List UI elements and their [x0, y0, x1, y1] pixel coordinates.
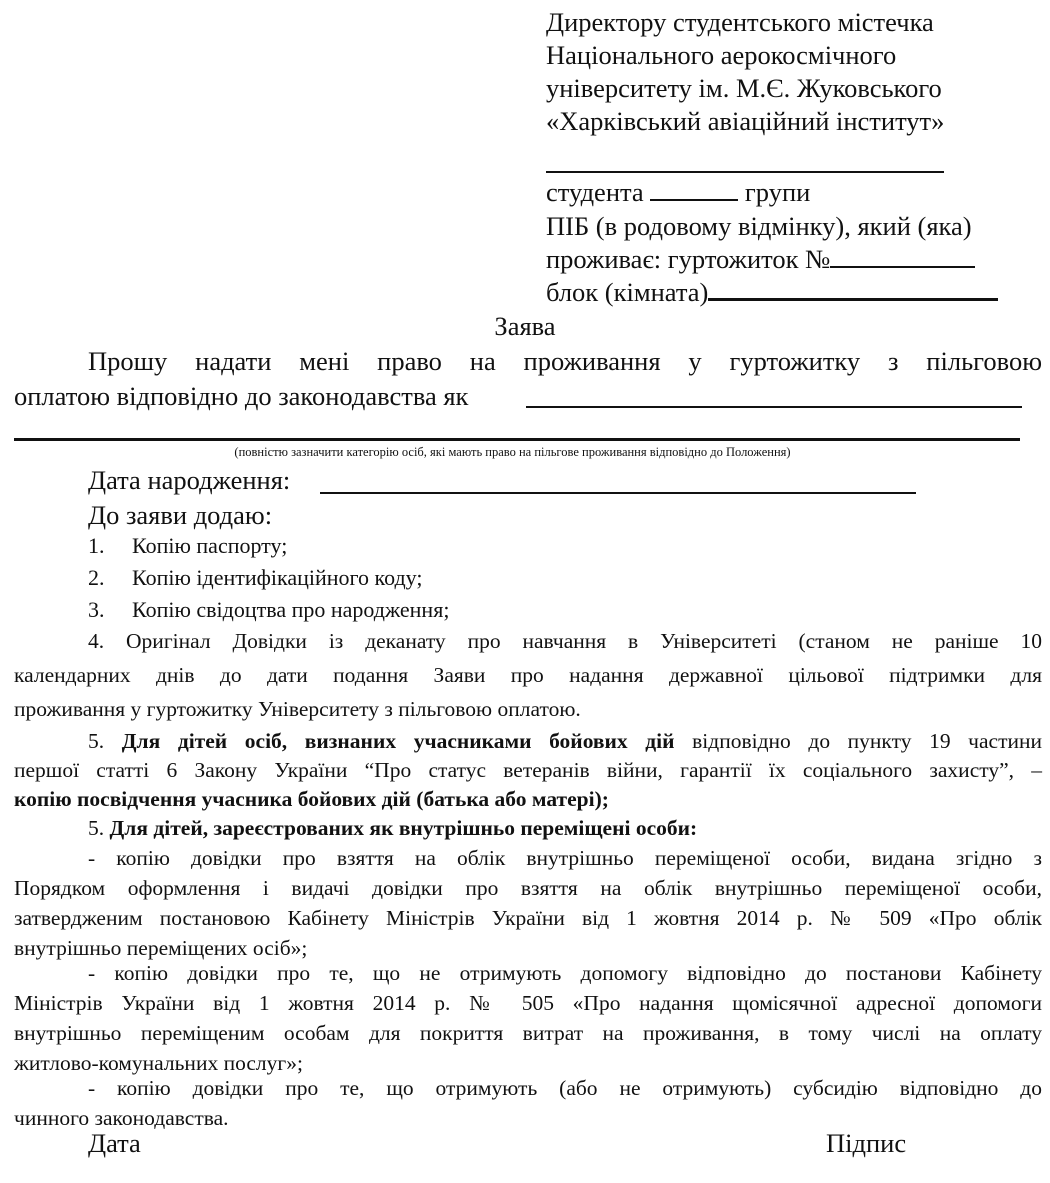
applicant-name-blank[interactable]	[546, 171, 944, 173]
birth-date-blank[interactable]	[320, 492, 916, 494]
signature-label: Підпис	[826, 1128, 907, 1158]
attachment-number: 1.	[88, 533, 105, 558]
attachment-text: Копію ідентифікаційного коду;	[132, 565, 423, 590]
sub-item-line: чинного законодавства.	[14, 1106, 229, 1130]
document-title: Заява	[494, 311, 556, 341]
idp-sub-item-1	[14, 843, 1042, 963]
benefit-category-blank-2[interactable]	[14, 438, 1020, 441]
item5a-line-2: першої статті 6 Закону України “Про статус ветеранів війни, гарантії їх соціального захисту”, –	[14, 758, 1042, 782]
benefit-category-blank[interactable]	[526, 406, 1022, 408]
date-label: Дата	[88, 1128, 141, 1158]
attachment-item-4	[14, 624, 1042, 726]
addressee-line: Національного аерокосмічного	[546, 40, 897, 70]
idp-sub-item-3	[14, 1073, 1042, 1133]
request-line-2	[14, 379, 468, 413]
benefit-category-hint: (повністю зазначити категорію осіб, які мають право на пільгове проживання відповідно до Положення)	[234, 445, 791, 459]
request-line-1: Прошу надати мені право на проживання у гуртожитку з пільговою	[88, 346, 1042, 376]
sub-item-line: внутрішньо переміщеним особам для покриття витрат на проживання, в тому числі на оплату	[14, 1021, 1042, 1045]
request-line-2-text: оплатою відповідно до законодавства як	[14, 381, 469, 411]
item5a-line-3: копію посвідчення учасника бойових дій (батька або матері);	[14, 787, 609, 811]
item4-line: проживання у гуртожитку Університету з пільговою оплатою.	[14, 697, 581, 721]
sub-item-line: Міністрів України від 1 жовтня 2014 р. № 505 «Про надання щомісячної адресної допомоги	[14, 991, 1042, 1015]
dorm-line	[546, 243, 975, 276]
attachments-label: До заяви додаю:	[88, 500, 273, 530]
sub-item-line: затвердженим постановою Кабінету Міністрів України від 1 жовтня 2014 р. № 509 «Про облік	[14, 906, 1042, 930]
item5b-heading	[14, 814, 1042, 843]
attachment-number: 3.	[88, 597, 105, 622]
item5a-line-1	[14, 727, 1042, 756]
block-line	[546, 276, 998, 309]
name-case-line: ПІБ (в родовому відмінку), який (яка)	[546, 211, 972, 241]
attachment-item	[88, 594, 449, 626]
dorm-label: проживає: гуртожиток №	[546, 244, 831, 274]
sub-item-line: - копію довідки про взяття на облік внутрішньо переміщеної особи, видана згідно з	[88, 846, 1042, 870]
group-label: групи	[744, 177, 811, 207]
birth-date-label: Дата народження:	[88, 465, 291, 495]
addressee-line: Директору студентського містечка	[546, 7, 934, 37]
block-label: блок (кімната)	[546, 277, 709, 307]
attachment-number: 2.	[88, 565, 105, 590]
item5a-rest: відповідно до пункту 19 частини	[692, 729, 1042, 753]
student-group-line	[546, 176, 810, 209]
sub-item-line: житлово-комунальних послуг»;	[14, 1051, 303, 1075]
group-number-blank[interactable]	[650, 198, 738, 201]
idp-sub-item-2	[14, 958, 1042, 1078]
sub-item-line: Порядком оформлення і видачі довідки про взяття на облік внутрішньо переміщеної особи,	[14, 876, 1042, 900]
addressee-line: «Харківський авіаційний інститут»	[546, 106, 945, 136]
attachment-text: Копію свідоцтва про народження;	[132, 597, 450, 622]
room-number-blank[interactable]	[708, 297, 998, 301]
item5a-number: 5.	[88, 729, 105, 753]
attachment-item-5-combat	[14, 727, 1042, 814]
attachment-item	[88, 530, 287, 562]
attachment-text: Копію паспорту;	[132, 533, 288, 558]
dorm-number-blank[interactable]	[830, 265, 975, 268]
sub-item-line: внутрішньо переміщених осіб»;	[14, 936, 308, 960]
request-paragraph	[14, 341, 1042, 381]
addressee-line: університету ім. М.Є. Жуковського	[546, 73, 942, 103]
item5b-bold-heading: Для дітей, зареєстрованих як внутрішньо переміщені особи:	[109, 816, 698, 840]
attachment-item-5-idp	[14, 814, 1042, 843]
item5a-bold-start: Для дітей осіб, визнаних учасниками бойових дій	[121, 729, 675, 753]
item4-line: календарних днів до дати подання Заяви про надання державної цільової підтримки для	[14, 663, 1042, 687]
attachment-item	[88, 562, 422, 594]
student-label: студента	[546, 177, 644, 207]
sub-item-line: - копію довідки про те, що не отримують допомогу відповідно до постанови Кабінету	[88, 961, 1042, 985]
sub-item-line: - копію довідки про те, що отримують (або не отримують) субсидію відповідно до	[88, 1076, 1042, 1100]
item5b-number: 5.	[88, 816, 105, 840]
item4-line: 4. Оригінал Довідки із деканату про навчання в Університеті (станом не раніше 10	[88, 629, 1042, 653]
